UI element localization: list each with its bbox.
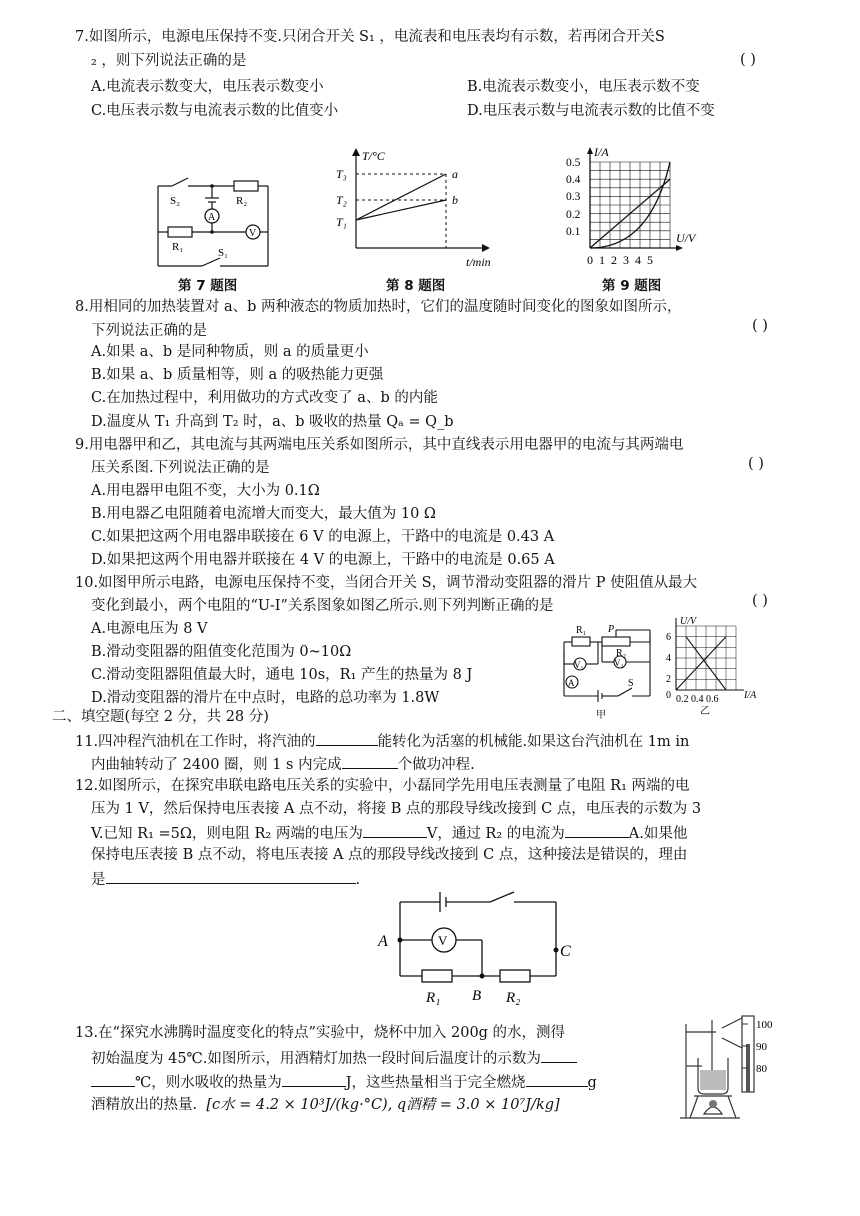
figure-10	[558, 614, 768, 722]
q12-line2: 压为 1 V，然后保持电压表接 A 点不动，将接 B 点的那段导线改接到 C 点，电压表的示数为 3	[91, 801, 702, 817]
fig10-jia-label: 甲	[596, 710, 606, 721]
fig10-ytick: 6	[666, 632, 671, 643]
fig9-ytick: 0.2	[566, 209, 581, 221]
q12-line5: 是 .	[91, 869, 360, 889]
q13-blank-1b[interactable]	[91, 1072, 135, 1087]
fig10-ytick: 2	[666, 674, 671, 685]
fig12-voltmeter-label: V	[438, 933, 448, 948]
q13-blank-3[interactable]	[526, 1072, 588, 1087]
q8-option-c: C.在加热过程中，利用做功的方式改变了 a、b 的内能	[91, 390, 438, 406]
q13-line2: 初始温度为 45℃.如图所示，用酒精灯加热一段时间后温度计的示数为	[91, 1048, 577, 1068]
fig10-yi-label: 乙	[700, 706, 710, 717]
fig9-ytick: 0.3	[566, 191, 581, 203]
fig8-t2-label: T₂	[336, 193, 347, 207]
q9-answer-paren: ( )	[748, 456, 764, 472]
fig13-thermometer-tick: 100	[756, 1019, 773, 1031]
q12-blank-1[interactable]	[363, 823, 427, 838]
fig7-voltmeter-label: V	[249, 228, 257, 239]
figure-9-graph	[560, 144, 710, 272]
q8-stem-line2: 下列说法正确的是	[91, 323, 207, 339]
q10-stem-line2: 变化到最小，两个电阻的“U-I”关系图象如图乙所示.则下列判断正确的是	[91, 598, 554, 614]
q12-blank-2[interactable]	[565, 823, 629, 838]
q7-stem-line2: ₂ ，则下列说法正确的是	[91, 53, 247, 69]
figure-7-caption: 第 7 题图	[178, 278, 238, 294]
fig8-t3-label: T₃	[336, 167, 347, 181]
fig10-ytick: 0	[666, 690, 671, 701]
fig9-ytick: 0.4	[566, 174, 581, 186]
q13-line3: ℃，则水吸收的热量为 J，这些热量相当于完全燃烧 g	[91, 1072, 597, 1092]
fig10-r1-label: R₁	[576, 625, 587, 636]
figure-7-circuit	[150, 168, 275, 270]
figure-8-graph	[318, 146, 518, 271]
q11-line1: 11.四冲程汽油机在工作时，将汽油的 能转化为活塞的机械能.如果这台汽油机在 1m in	[75, 731, 689, 751]
q8-option-a: A.如果 a、b 是同种物质，则 a 的质量更小	[91, 344, 369, 360]
q7-stem-line1: 7.如图所示，电源电压保持不变.只闭合开关 S₁ ，电流表和电压表均有示数，若再闭合开关S	[75, 29, 665, 45]
q12-blank-3[interactable]	[106, 869, 356, 884]
fig12-r2-label: R₂	[506, 990, 521, 1006]
q12-line4: 保持电压表接 B 点不动，将电压表接 A 点的那段导线改接到 C 点，这种接法是错误的，理由	[91, 847, 688, 863]
q8-answer-paren: ( )	[752, 318, 768, 334]
q12-line1: 12.如图所示，在探究串联电路电压关系的实验中，小磊同学先用电压表测量了电阻 R₁ 两端的电	[75, 778, 690, 794]
section-2-header: 二、填空题(每空 2 分，共 28 分)	[52, 709, 269, 725]
fig12-point-b-label: B	[472, 988, 482, 1004]
fig9-ytick: 0.1	[566, 226, 581, 238]
fig8-y-axis-label: T/°C	[362, 149, 385, 163]
fig10-v1-label: V₁	[574, 660, 584, 670]
fig12-point-a-label: A	[378, 933, 388, 950]
fig9-xticks: 0 1 2 3 4 5	[587, 253, 653, 267]
q8-stem-line1: 8.用相同的加热装置对 a、b 两种液态的物质加热时，它们的温度随时间变化的图象如图所示，	[75, 299, 682, 315]
fig9-ytick: 0.5	[566, 157, 581, 169]
q7-option-c: C.电压表示数与电流表示数的比值变小	[91, 103, 339, 119]
q10-option-c: C.滑动变阻器阻值最大时，通电 10s，R₁ 产生的热量为 8 J	[91, 667, 473, 683]
fig9-y-axis-label: I/A	[594, 145, 609, 159]
figure-9-caption: 第 9 题图	[602, 278, 662, 294]
fig10-v2-label: V₂	[614, 658, 624, 668]
fig10-ammeter-label: A	[568, 678, 575, 688]
fig8-t1-label: T₁	[336, 215, 347, 229]
fig10-ytick: 4	[666, 653, 671, 664]
fig10-r2-label: R₂	[616, 648, 627, 659]
fig8-x-axis-label: t/min	[466, 255, 491, 269]
q8-option-d: D.温度从 T₁ 升高到 T₂ 时，a、b 吸收的热量 Qₐ = Q_b	[91, 414, 454, 430]
fig10-xticks: 0.2 0.4 0.6	[676, 694, 719, 705]
q13-blank-1a[interactable]	[541, 1048, 577, 1063]
q13-line4: 酒精放出的热量. [c水 = 4.2 × 10³J/(kg·°C), q酒精 = 3.0 × 10⁷J/kg]	[91, 1097, 560, 1113]
fig12-point-c-label: C	[560, 943, 571, 960]
q9-option-d: D.如果把这两个用电器并联接在 4 V 的电源上，干路中的电流是 0.65 A	[91, 552, 555, 568]
fig7-r2-label: R₂	[236, 195, 248, 207]
q10-option-d: D.滑动变阻器的滑片在中点时，电路的总功率为 1.8W	[91, 690, 440, 706]
q7-option-a: A.电流表示数变大，电压表示数变小	[91, 79, 324, 95]
q10-option-b: B.滑动变阻器的阻值变化范围为 0~10Ω	[91, 644, 352, 660]
figure-12-circuit	[372, 888, 582, 1006]
q11-line2: 内曲轴转动了 2400 圈，则 1 s 内完成 个做功冲程.	[91, 754, 475, 774]
fig7-s1-label: S₁	[218, 247, 228, 259]
q9-stem-line1: 9.用电器甲和乙，其电流与其两端电压关系如图所示，其中直线表示用电器甲的电流与其两端电	[75, 437, 684, 453]
fig8-line-a-label: a	[452, 167, 458, 181]
q9-stem-line2: 压关系图.下列说法正确的是	[91, 460, 270, 476]
fig7-ammeter-label: A	[208, 212, 216, 223]
q10-answer-paren: ( )	[752, 593, 768, 609]
q12-line3: V.已知 R₁ =5Ω，则电阻 R₂ 两端的电压为 V，通过 R₂ 的电流为 A.如果他	[91, 823, 687, 843]
fig10-y-axis-label: U/V	[680, 616, 697, 627]
q8-option-b: B.如果 a、b 质量相等，则 a 的吸热能力更强	[91, 367, 384, 383]
fig12-r1-label: R₁	[426, 990, 441, 1006]
q9-option-b: B.用电器乙电阻随着电流增大而变大，最大值为 10 Ω	[91, 506, 436, 522]
fig7-s2-label: S₂	[170, 195, 180, 207]
q7-option-d: D.电压表示数与电流表示数的比值不变	[467, 103, 715, 119]
fig9-x-axis-label: U/V	[676, 231, 696, 245]
q9-option-c: C.如果把这两个用电器串联接在 6 V 的电源上，干路中的电流是 0.43 A	[91, 529, 555, 545]
fig13-thermometer-tick: 90	[756, 1041, 767, 1053]
q13-line1: 13.在“探究水沸腾时温度变化的特点”实验中，烧杯中加入 200g 的水，测得	[75, 1025, 566, 1041]
q10-stem-line1: 10.如图甲所示电路，电源电压保持不变，当闭合开关 S，调节滑动变阻器的滑片 P 使阻值从最大	[75, 575, 698, 591]
q7-answer-paren: ( )	[740, 52, 756, 68]
fig13-thermometer-tick: 80	[756, 1063, 767, 1075]
fig8-line-b-label: b	[452, 193, 458, 207]
figure-8-caption: 第 8 题图	[386, 278, 446, 294]
q11-blank-1[interactable]	[316, 731, 378, 746]
figure-13-apparatus	[676, 1014, 794, 1124]
q9-option-a: A.用电器甲电阻不变，大小为 0.1Ω	[91, 483, 320, 499]
fig7-r1-label: R₁	[172, 241, 184, 253]
fig10-s-label: S	[628, 678, 634, 689]
fig10-p-label: P	[608, 624, 615, 635]
q7-option-b: B.电流表示数变小，电压表示数不变	[467, 79, 700, 95]
q13-blank-2[interactable]	[282, 1072, 346, 1087]
fig10-x-axis-label: I/A	[744, 690, 757, 701]
q11-blank-2[interactable]	[342, 754, 398, 769]
q10-option-a: A.电源电压为 8 V	[91, 621, 208, 637]
